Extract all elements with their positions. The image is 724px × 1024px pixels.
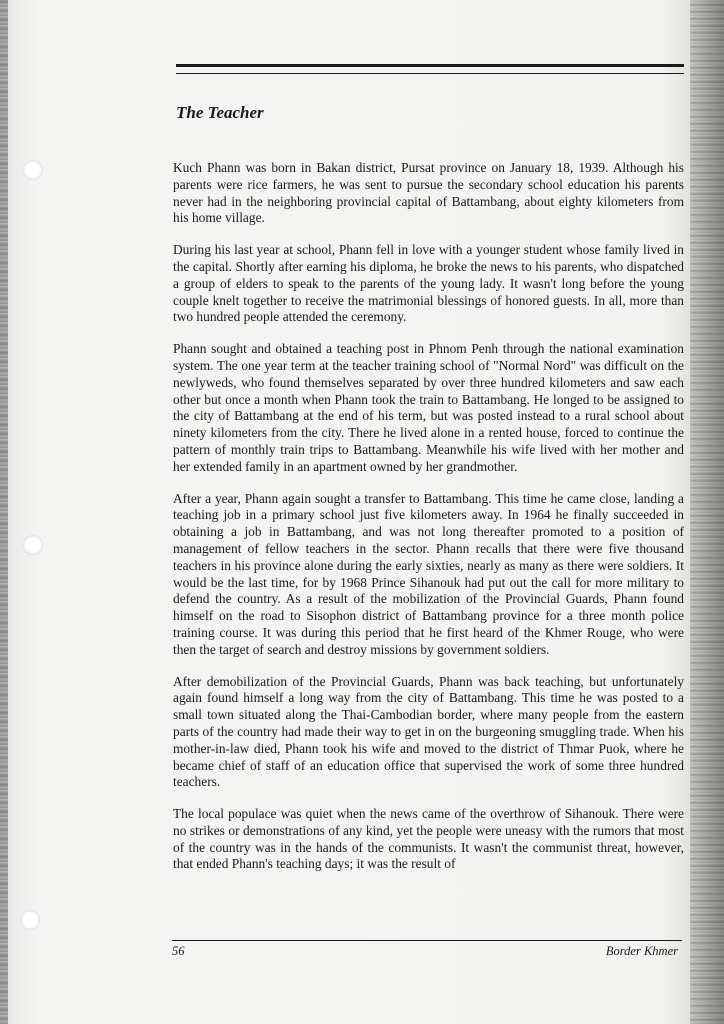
paragraph-1: Kuch Phann was born in Bakan district, Pursat province on January 18, 1939. Although his parents were rice farmers, he was sent to pursue the secondary school education his parents never had in the neighboring provincial capital of Battambang, about eighty kilometers from his home village. xyxy=(173,160,684,226)
scan-edge-left xyxy=(0,0,8,1024)
paragraph-2: During his last year at school, Phann fell in love with a younger student whose family lived in the capital. Shortly after earning his diploma, he broke the news to his parents, who dispatched a group of elders to speak to the parents of the young lady. It wasn't long before the young couple knelt together to receive the matrimonial blessings of honored guests. In all, more than two hundred people attended the ceremony. xyxy=(173,242,684,325)
binder-hole-bottom xyxy=(20,910,40,930)
header-rule-thin xyxy=(176,73,684,74)
publication-title: Border Khmer xyxy=(605,944,678,958)
paragraph-5: After demobilization of the Provincial Guards, Phann was back teaching, but unfortunately again found himself a long way from the city of Battambang. This time he was posted to a small town situated along the Thai-Cambodian border, where many people from the eastern parts of the country had made their way to get in on the burgeoning smuggling trade. When his mother-in-law died, Phann took his wife and moved to the district of Thmar Puok, where he became chief of staff of an education office that supervised the work of some three hundred teachers. xyxy=(173,673,684,790)
footer-rule xyxy=(172,940,682,941)
binder-hole-top xyxy=(23,160,43,180)
article-body xyxy=(173,160,684,888)
paragraph-3: Phann sought and obtained a teaching post in Phnom Penh through the national examination system. The one year term at the teacher training school of "Normal Nord" was difficult on the newlyweds, who found themselves separated by over three hundred kilometers and saw each other but once a month when Phann took the train to Battambang. He longed to be assigned to the city of Battambang at the end of his term, but was posted instead to a rural school about ninety kilometers from the city. There he lived alone in a rented house, forced to continue the pattern of monthly train trips to Battambang. Meanwhile his wife lived with her mother and her extended family in an apartment owned by her grandmother. xyxy=(173,341,684,474)
article-title: The Teacher xyxy=(176,103,264,122)
page-number: 56 xyxy=(172,944,185,958)
header-rule-thick xyxy=(176,64,684,67)
paragraph-6: The local populace was quiet when the news came of the overthrow of Sihanouk. There were no strikes or demonstrations of any kind, yet the people were uneasy with the rumors that most of the country was in the hands of the communists. It wasn't the communist threat, however, that ended Phann's teaching days; it was the result of xyxy=(173,806,684,872)
paragraph-4: After a year, Phann again sought a transfer to Battambang. This time he came close, landing a teaching job in a primary school just five kilometers away. In 1964 he finally succeeded in obtaining a job in Battambang, and was not long thereafter promoted to a position of management of fellow teachers in the sector. Phann recalls that there were five thousand teachers in his province alone during the early sixties, nearly as many as there were soldiers. It would be the last time, for by 1968 Prince Sihanouk had put out the call for more military to defend the country. As a result of the mobilization of the Provincial Guards, Phann found himself on the road to Sisophon district of Battambang province for a three month police training course. It was during this period that he first heard of the Khmer Rouge, who were then the target of search and destroy missions by government soldiers. xyxy=(173,490,684,657)
scan-edge-right xyxy=(690,0,724,1024)
binder-hole-middle xyxy=(23,535,43,555)
